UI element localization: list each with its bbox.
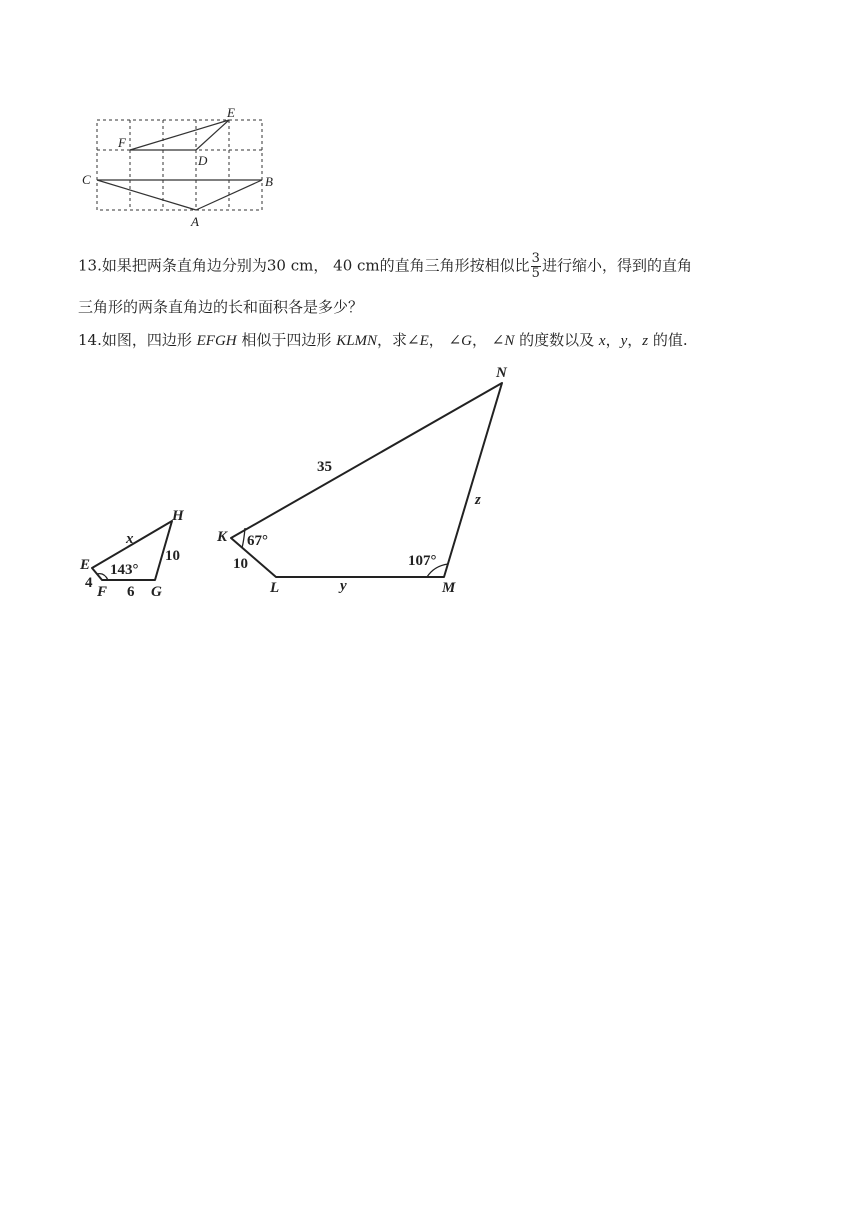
q13-ratio-numerator: 3 [531, 251, 540, 266]
q14-comma-2: ， [627, 331, 643, 349]
q14-text-4: ， ∠ [428, 331, 462, 349]
small-side-fg: 6 [127, 584, 135, 600]
q14-text-2: 相似于四边形 [236, 331, 337, 349]
label-d: D [198, 153, 208, 168]
small-label-e: E [80, 557, 91, 573]
triangle-abc [97, 180, 262, 210]
grid-figure [80, 100, 290, 230]
q13-text-c: 进行缩小，得到的直角 [541, 256, 692, 275]
small-label-h: H [172, 508, 184, 524]
q14-angle-g: G [461, 333, 472, 349]
q14-text-6: 的度数以及 [514, 331, 599, 349]
q13-sep: ， [313, 256, 329, 275]
q14-text-7: 的值. [648, 331, 688, 349]
q13-ratio-denominator: 5 [531, 266, 540, 281]
q14-number: 14. [78, 331, 102, 349]
q14-quad-klmn: KLMN [336, 333, 378, 349]
large-side-kl: 10 [233, 556, 248, 572]
large-side-kn: 35 [317, 459, 332, 475]
label-b: B [265, 174, 273, 189]
large-side-z: z [475, 492, 481, 508]
q14-text-3: ，求∠ [377, 331, 420, 349]
question-13-line2: 三角形的两条直角边的长和面积各是多少？ [78, 298, 364, 316]
large-side-y: y [340, 578, 347, 594]
q14-angle-e: E [419, 333, 429, 349]
label-e: E [227, 105, 235, 120]
label-f: F [118, 135, 126, 150]
label-a: A [191, 214, 199, 229]
q14-comma-1: ， [605, 331, 621, 349]
large-quadrilateral [231, 383, 502, 577]
large-angle-m-label: 107° [408, 553, 437, 569]
large-angle-k-label: 67° [247, 533, 268, 549]
q14-quad-efgh: EFGH [196, 333, 237, 349]
q14-var-z: z [642, 333, 649, 349]
label-c: C [82, 172, 91, 187]
q13-ratio [531, 252, 541, 281]
question-13-line1 [78, 252, 692, 281]
small-label-f: F [97, 584, 108, 600]
small-side-gh: 10 [165, 548, 180, 564]
quadrilaterals-figure [70, 360, 550, 600]
small-label-g: G [151, 584, 162, 600]
large-label-k: K [217, 529, 228, 545]
large-label-l: L [270, 580, 280, 596]
small-side-ef: 4 [85, 575, 93, 591]
small-angle-label: 143° [110, 562, 139, 578]
q13-text-a: 如果把两条直角边分别为 [101, 256, 267, 275]
q13-len1: 30 cm [266, 256, 314, 275]
q14-text-1: 如图，四边形 [101, 331, 197, 349]
q13-len2: 40 cm [333, 256, 380, 275]
q14-text-5: ， ∠ [471, 331, 505, 349]
q14-var-x: x [598, 333, 606, 349]
q13-text-b: 的直角三角形按相似比 [379, 256, 530, 275]
large-label-n: N [496, 365, 507, 381]
small-side-x: x [126, 531, 134, 547]
grid-lines [97, 120, 262, 210]
large-label-m: M [442, 580, 456, 596]
triangle-def [130, 120, 229, 150]
question-14 [78, 329, 688, 352]
q14-angle-n: N [504, 333, 515, 349]
q14-var-y: y [620, 333, 628, 349]
q13-number: 13. [78, 256, 102, 275]
